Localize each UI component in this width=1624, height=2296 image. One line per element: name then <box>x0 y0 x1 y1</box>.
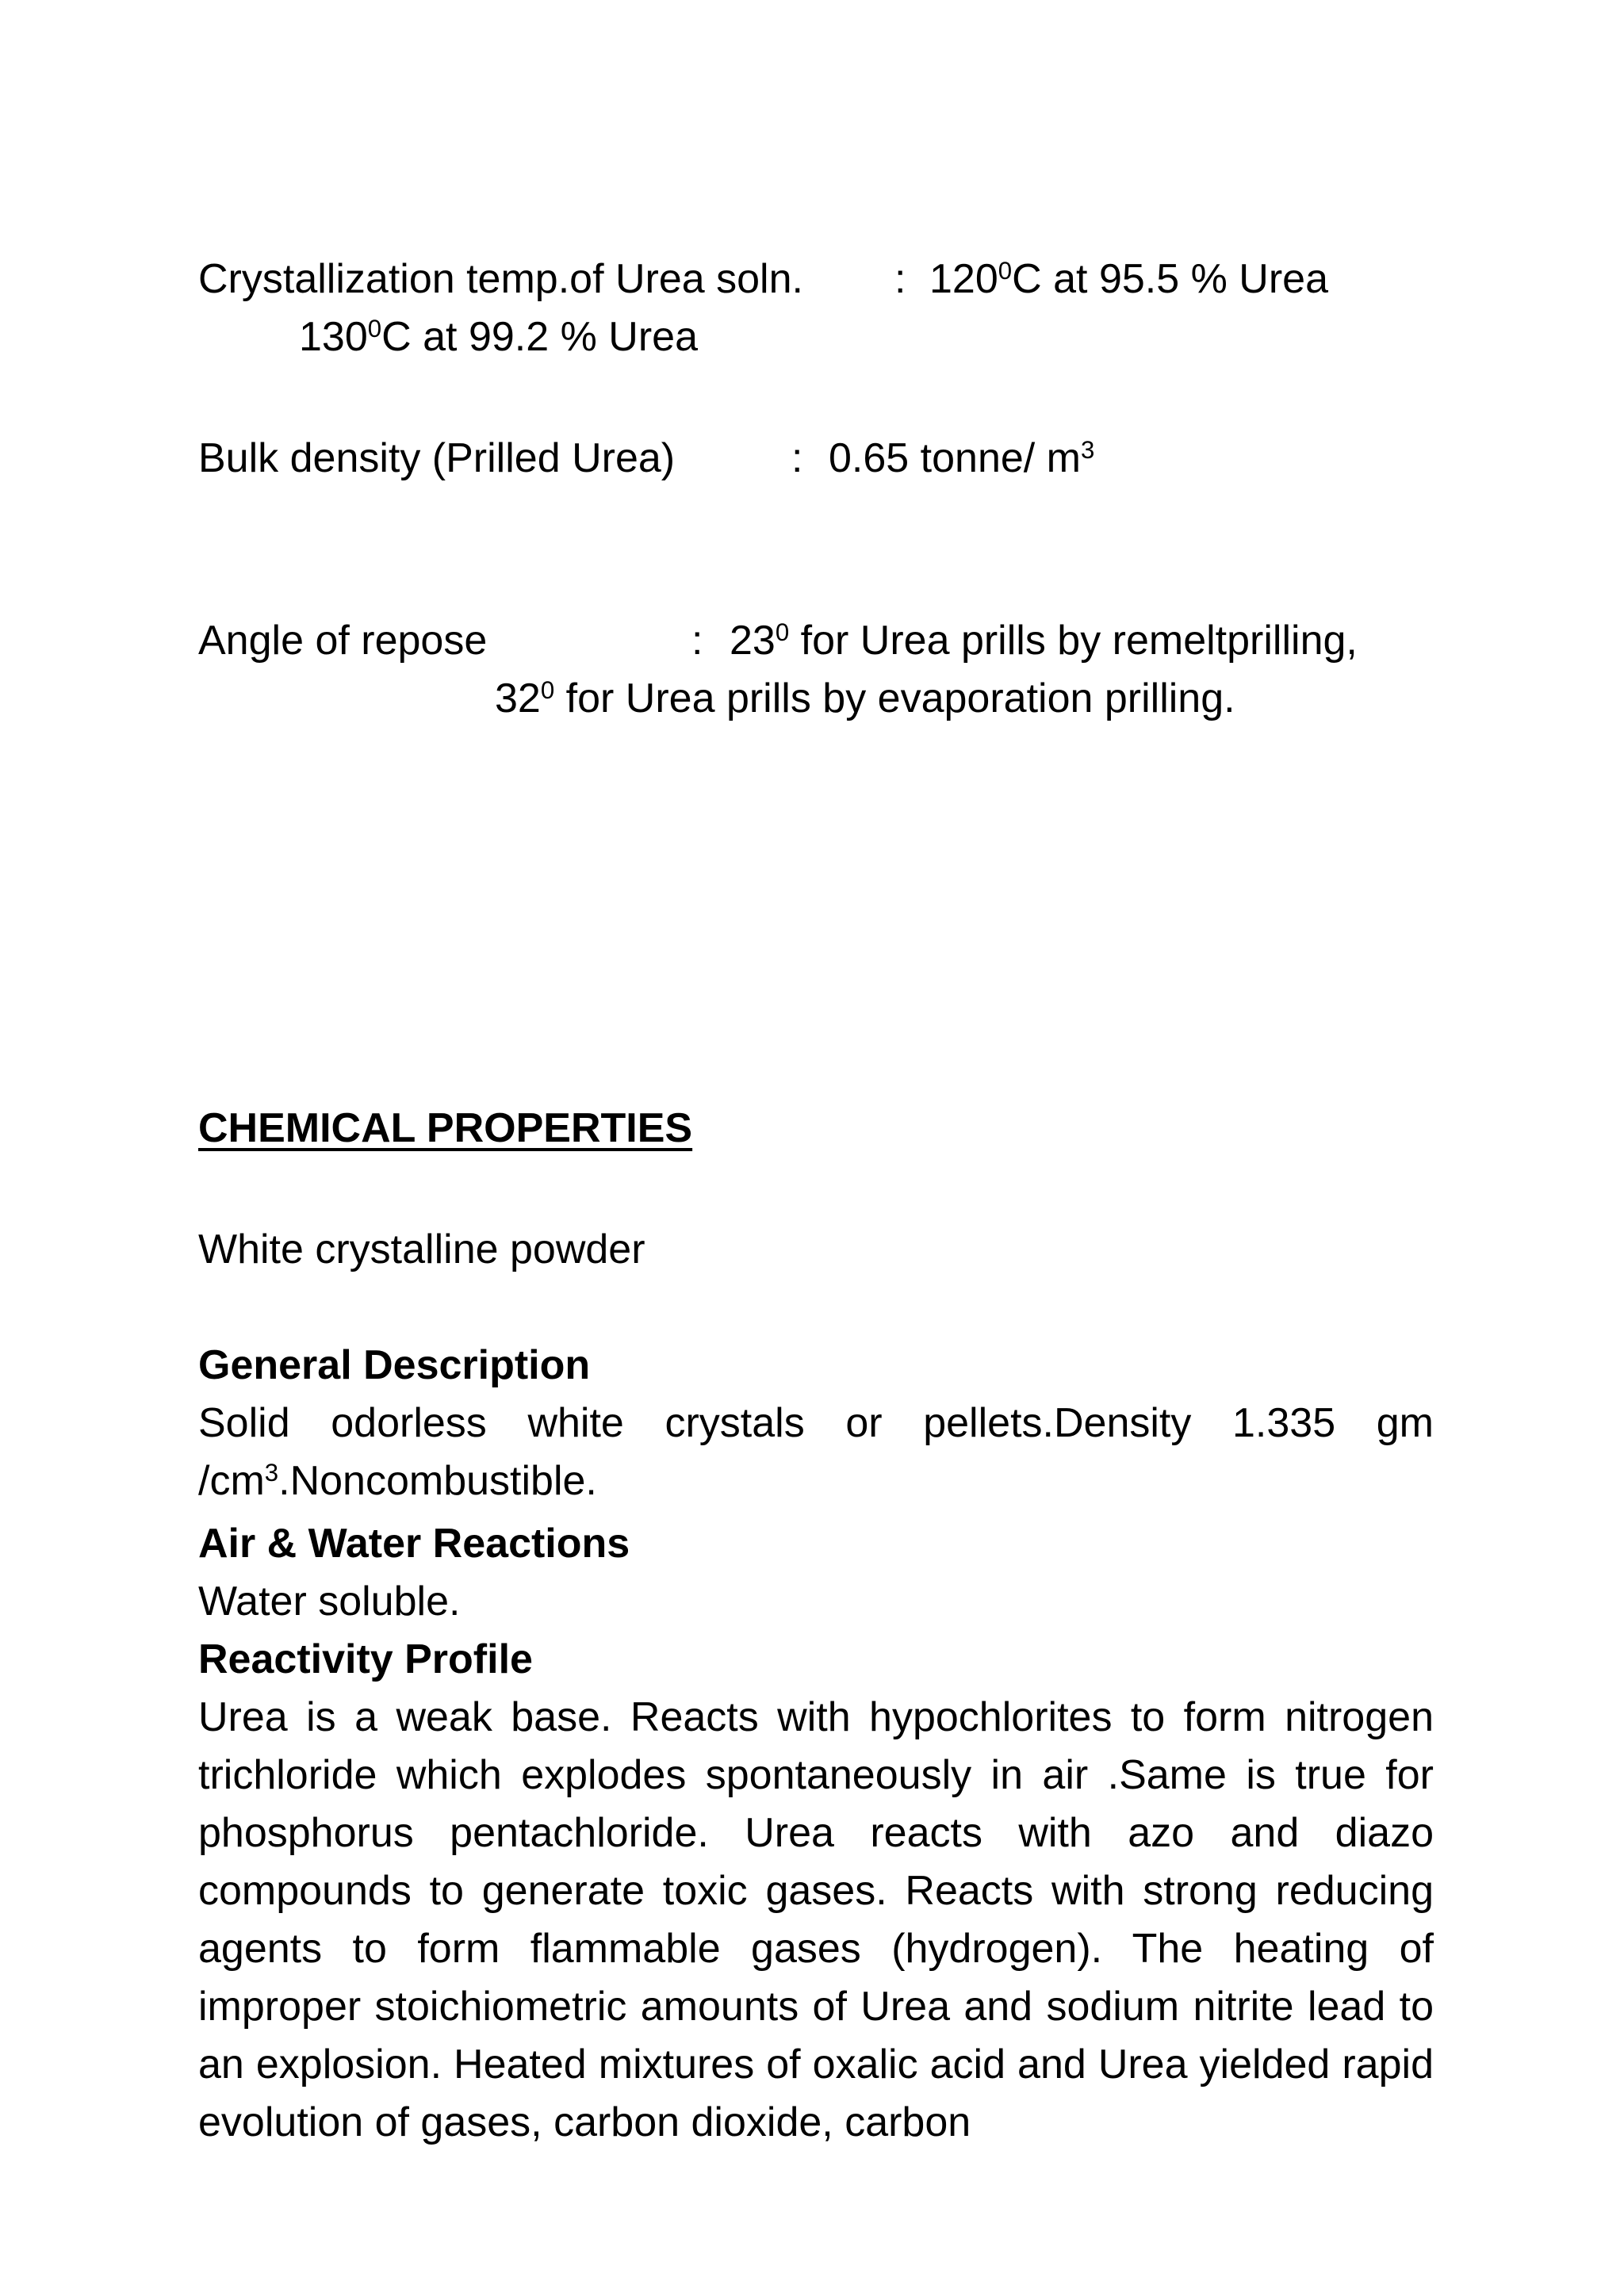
crystallization-value-1: $120^0C$ at 95.5 % Urea <box>929 256 1328 302</box>
air-water-title: Air & Water Reactions <box>198 1521 630 1567</box>
general-description-text: Solid odorless white crystals or pellets.Density 1.335 gm $/cm^3.Noncombustible$. <box>198 1400 1434 1504</box>
angle-of-repose-colon: : <box>691 618 703 664</box>
reactivity-text: Urea is a weak base. Reacts with hypochlorites to form nitrogen trichloride which explodes spontaneously in air .Same is true for phosphorus pentachloride. Urea reacts with azo and diazo compounds to generate toxic gases. Reacts with strong reducing agents to form flammable gases (hydrogen). The heating of improper stoichiometric amounts of Urea and sodium nitrite lead to an explosion. Heated mixtures of oxalic acid and Urea yielded rapid evolution of gases, carbon dioxide, carbon <box>198 1694 1434 2145</box>
bulk-density-value: 0.65 tonne/ $m^3$ <box>829 435 1095 481</box>
chemical-details <box>198 1337 1434 2152</box>
crystallization-value-2: $130^0C$ at 99.2 % Urea <box>299 314 698 360</box>
crystallization-colon: : <box>894 256 906 302</box>
angle-of-repose-value-1: $23^0$ for Urea prills by remeltprilling, <box>730 618 1358 664</box>
appearance-text: White crystalline powder <box>198 1226 645 1272</box>
reactivity-title: Reactivity Profile <box>198 1636 533 1682</box>
angle-of-repose-value-2: $32^0$ for Urea prills by evaporation prilling. <box>495 675 1235 721</box>
bulk-density-label: Bulk density (Prilled Urea) <box>198 435 676 481</box>
crystallization-label: Crystallization temp.of Urea soln. <box>198 256 803 302</box>
general-description-title: General Description <box>198 1342 591 1388</box>
section-heading: CHEMICAL PROPERTIES <box>198 1105 693 1151</box>
bulk-density-colon: : <box>791 435 803 481</box>
air-water-text: Water soluble. <box>198 1578 461 1624</box>
angle-of-repose-label: Angle of repose <box>198 618 488 664</box>
